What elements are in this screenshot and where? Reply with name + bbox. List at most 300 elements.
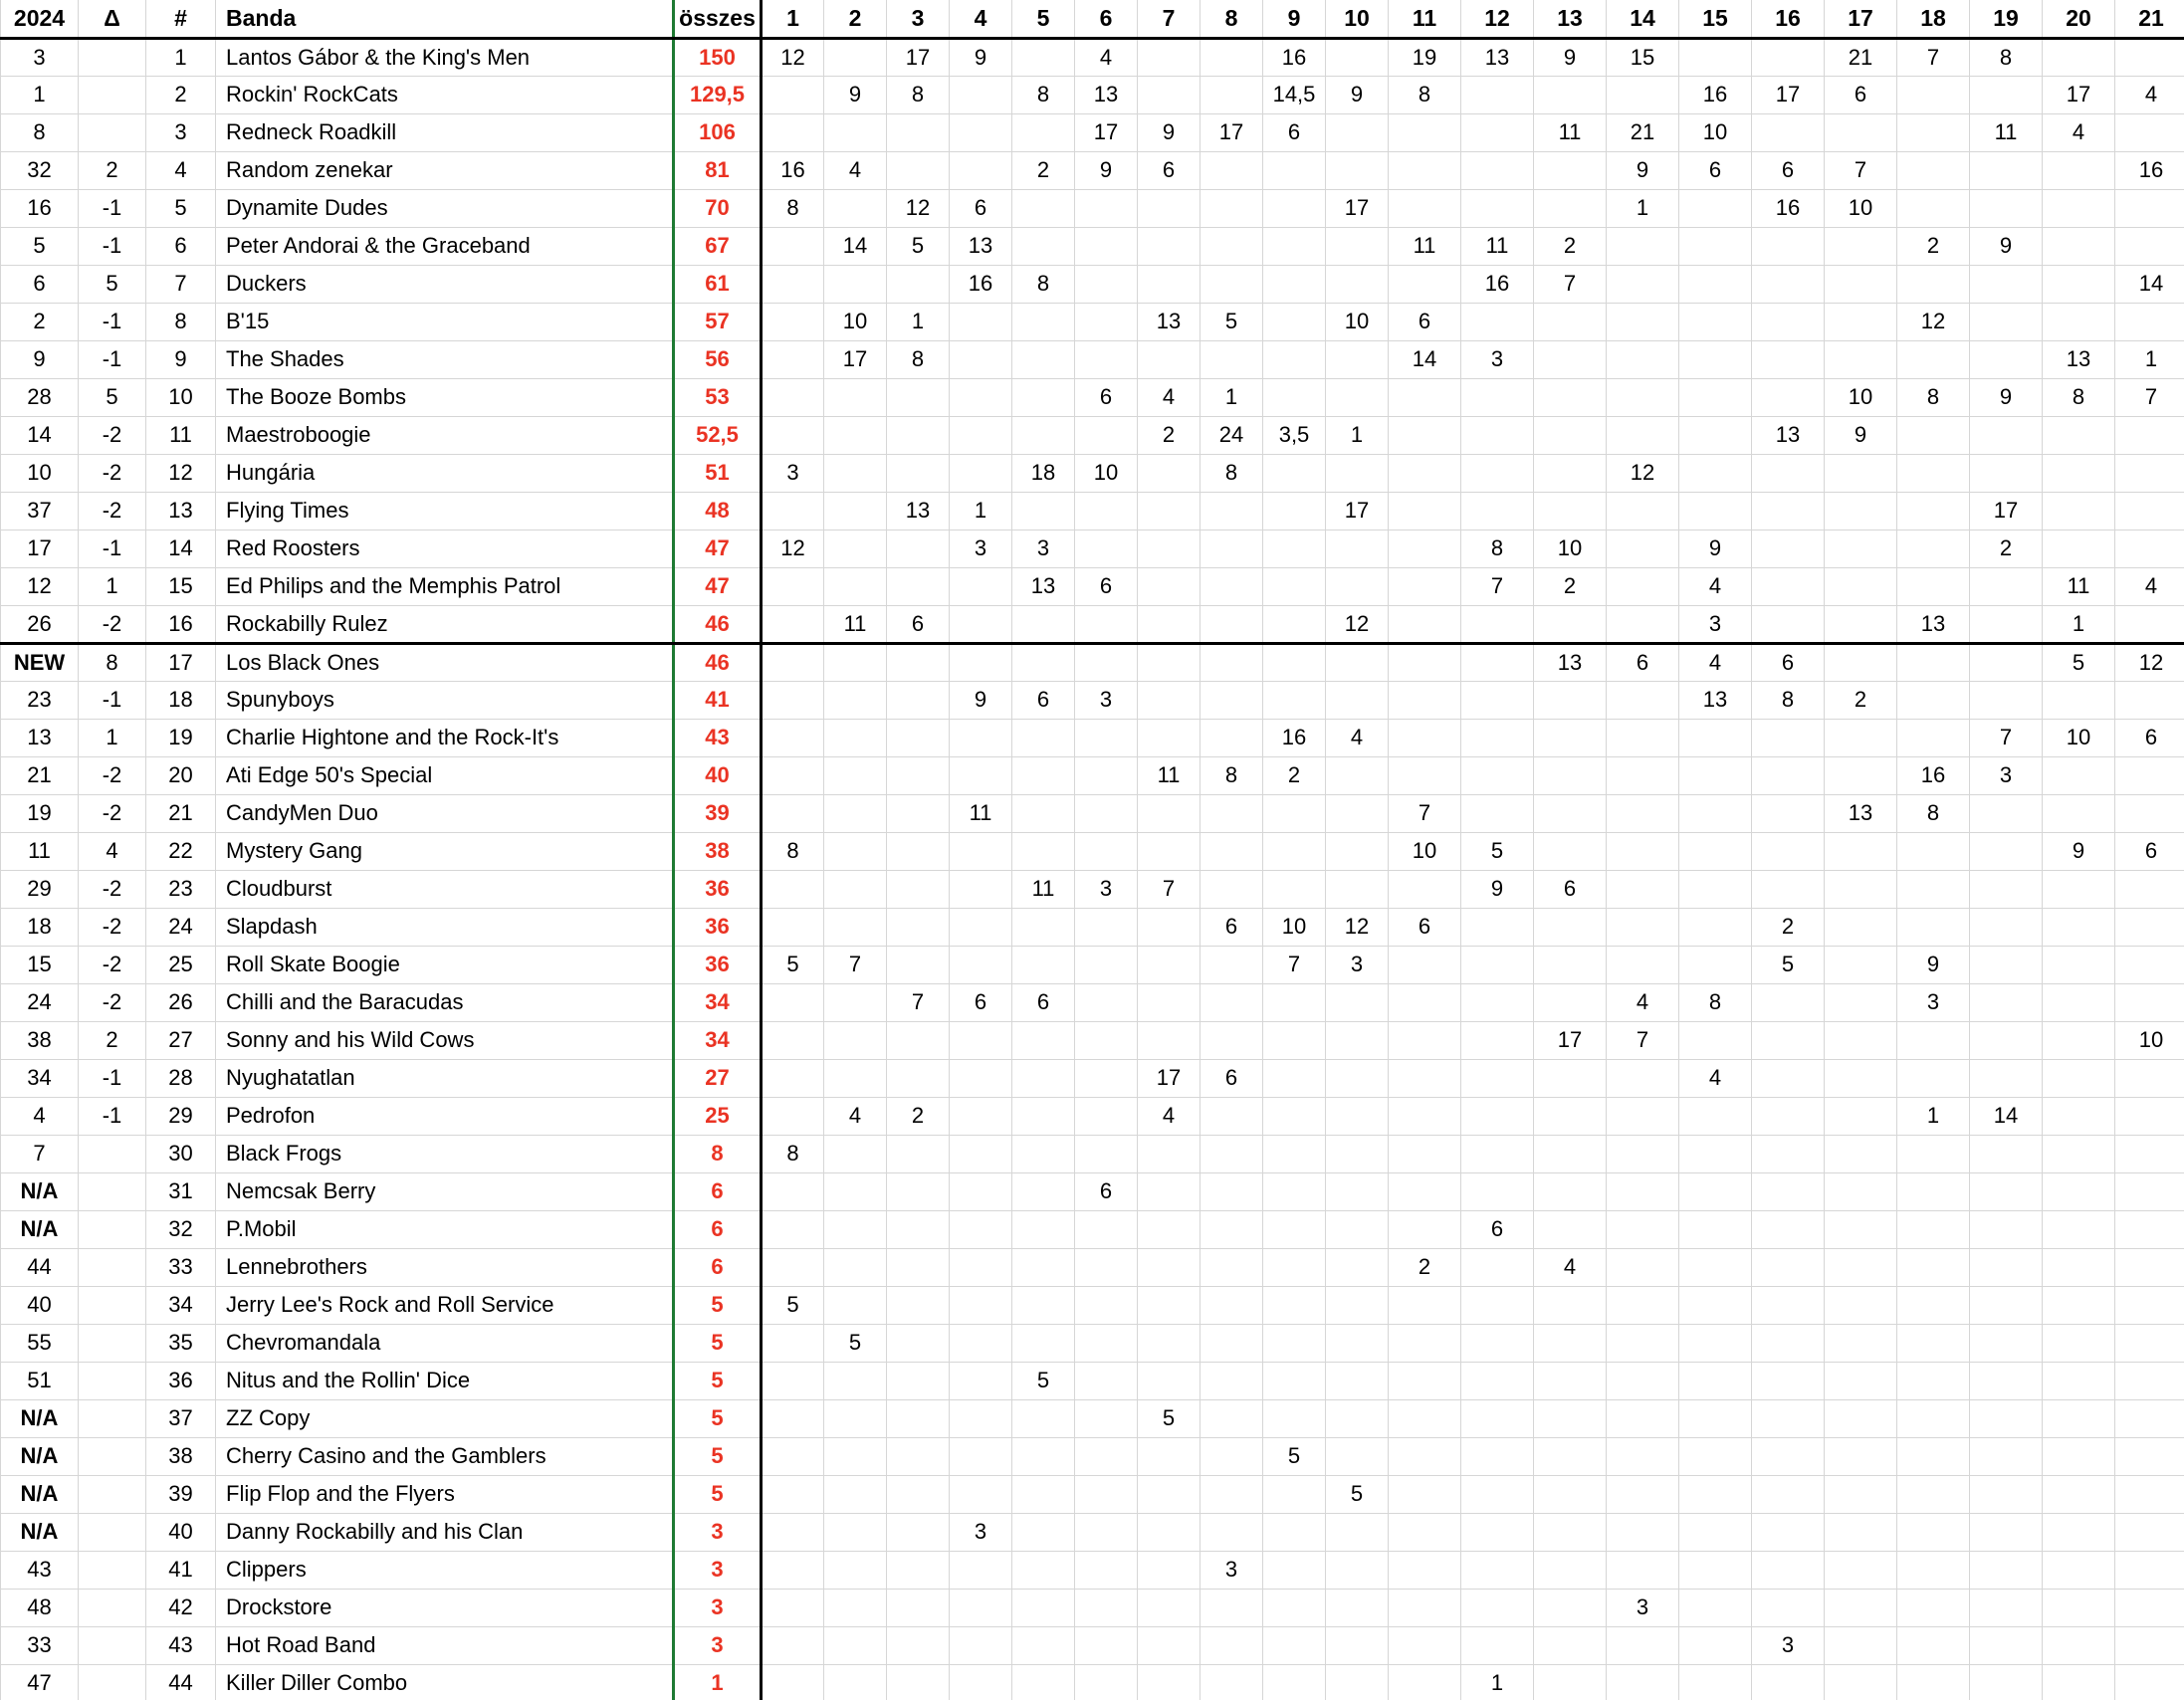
delta-cell[interactable]	[79, 1172, 146, 1210]
score-cell[interactable]	[1138, 265, 1201, 303]
prev-year-cell[interactable]: 19	[1, 794, 79, 832]
total-cell[interactable]: 1	[674, 1664, 762, 1700]
band-name-cell[interactable]: P.Mobil	[216, 1210, 674, 1248]
score-cell[interactable]	[762, 265, 824, 303]
score-cell[interactable]	[824, 643, 887, 681]
score-cell[interactable]	[1012, 1551, 1075, 1589]
score-cell[interactable]: 6	[1075, 378, 1138, 416]
delta-cell[interactable]	[79, 113, 146, 151]
column-header-round-12[interactable]: 12	[1461, 0, 1534, 38]
score-cell[interactable]	[1138, 1664, 1201, 1700]
score-cell[interactable]	[1012, 1324, 1075, 1362]
score-cell[interactable]: 9	[1461, 870, 1534, 908]
score-cell[interactable]	[1752, 227, 1825, 265]
prev-year-cell[interactable]: 37	[1, 492, 79, 530]
score-cell[interactable]: 8	[1752, 681, 1825, 719]
score-cell[interactable]	[1534, 605, 1607, 643]
score-cell[interactable]	[2115, 946, 2184, 983]
delta-cell[interactable]	[79, 1664, 146, 1700]
score-cell[interactable]	[950, 454, 1012, 492]
band-name-cell[interactable]: Danny Rockabilly and his Clan	[216, 1513, 674, 1551]
score-cell[interactable]	[1679, 1324, 1752, 1362]
column-header-round-17[interactable]: 17	[1825, 0, 1897, 38]
prev-year-cell[interactable]: 24	[1, 983, 79, 1021]
score-cell[interactable]	[1752, 719, 1825, 756]
score-cell[interactable]	[2043, 1362, 2115, 1399]
score-cell[interactable]	[1607, 1097, 1679, 1135]
prev-year-cell[interactable]: 8	[1, 113, 79, 151]
delta-cell[interactable]	[79, 1135, 146, 1172]
score-cell[interactable]	[1607, 719, 1679, 756]
score-cell[interactable]: 4	[1075, 38, 1138, 76]
prev-year-cell[interactable]: 33	[1, 1626, 79, 1664]
score-cell[interactable]	[887, 530, 950, 567]
score-cell[interactable]	[887, 1059, 950, 1097]
score-cell[interactable]	[2043, 416, 2115, 454]
score-cell[interactable]	[1263, 1021, 1326, 1059]
score-cell[interactable]	[2115, 1399, 2184, 1437]
score-cell[interactable]: 5	[2043, 643, 2115, 681]
column-header-total[interactable]: összes	[674, 0, 762, 38]
score-cell[interactable]	[1075, 1513, 1138, 1551]
score-cell[interactable]	[1607, 1513, 1679, 1551]
delta-cell[interactable]	[79, 1399, 146, 1437]
score-cell[interactable]	[2115, 1059, 2184, 1097]
score-cell[interactable]	[762, 605, 824, 643]
score-cell[interactable]	[1461, 1021, 1534, 1059]
score-cell[interactable]	[1825, 1589, 1897, 1626]
score-cell[interactable]	[950, 870, 1012, 908]
prev-year-cell[interactable]: 32	[1, 151, 79, 189]
score-cell[interactable]: 6	[950, 983, 1012, 1021]
score-cell[interactable]	[1970, 340, 2043, 378]
score-cell[interactable]	[2115, 1172, 2184, 1210]
prev-year-cell[interactable]: N/A	[1, 1172, 79, 1210]
score-cell[interactable]	[1075, 416, 1138, 454]
score-cell[interactable]	[1263, 189, 1326, 227]
band-name-cell[interactable]: Flying Times	[216, 492, 674, 530]
score-cell[interactable]	[1897, 76, 1970, 113]
score-cell[interactable]	[1752, 1513, 1825, 1551]
score-cell[interactable]	[824, 756, 887, 794]
score-cell[interactable]: 1	[1461, 1664, 1534, 1700]
score-cell[interactable]	[1138, 719, 1201, 756]
score-cell[interactable]	[950, 1437, 1012, 1475]
score-cell[interactable]	[1607, 681, 1679, 719]
score-cell[interactable]	[1752, 1248, 1825, 1286]
score-cell[interactable]: 6	[1607, 643, 1679, 681]
score-cell[interactable]	[1075, 908, 1138, 946]
prev-year-cell[interactable]: 10	[1, 454, 79, 492]
score-cell[interactable]: 11	[1012, 870, 1075, 908]
score-cell[interactable]	[824, 1172, 887, 1210]
score-cell[interactable]	[1897, 1286, 1970, 1324]
score-cell[interactable]	[1263, 340, 1326, 378]
score-cell[interactable]	[887, 1172, 950, 1210]
score-cell[interactable]	[1201, 1362, 1263, 1399]
band-name-cell[interactable]: B'15	[216, 303, 674, 340]
score-cell[interactable]: 21	[1825, 38, 1897, 76]
band-name-cell[interactable]: Cloudburst	[216, 870, 674, 908]
band-name-cell[interactable]: Lantos Gábor & the King's Men	[216, 38, 674, 76]
score-cell[interactable]: 1	[887, 303, 950, 340]
score-cell[interactable]	[1679, 756, 1752, 794]
rank-cell[interactable]: 32	[146, 1210, 216, 1248]
score-cell[interactable]	[762, 1097, 824, 1135]
prev-year-cell[interactable]: 43	[1, 1551, 79, 1589]
score-cell[interactable]	[1201, 151, 1263, 189]
total-cell[interactable]: 39	[674, 794, 762, 832]
score-cell[interactable]	[1534, 1626, 1607, 1664]
score-cell[interactable]	[1897, 1172, 1970, 1210]
score-cell[interactable]	[1679, 1513, 1752, 1551]
score-cell[interactable]	[1679, 1172, 1752, 1210]
score-cell[interactable]	[1389, 113, 1461, 151]
prev-year-cell[interactable]: 15	[1, 946, 79, 983]
score-cell[interactable]: 4	[1326, 719, 1389, 756]
score-cell[interactable]	[1012, 794, 1075, 832]
total-cell[interactable]: 36	[674, 908, 762, 946]
score-cell[interactable]: 13	[1534, 643, 1607, 681]
score-cell[interactable]	[1012, 946, 1075, 983]
prev-year-cell[interactable]: NEW	[1, 643, 79, 681]
score-cell[interactable]	[2115, 908, 2184, 946]
score-cell[interactable]	[950, 1248, 1012, 1286]
score-cell[interactable]	[1897, 1664, 1970, 1700]
score-cell[interactable]	[1389, 1021, 1461, 1059]
score-cell[interactable]	[762, 1437, 824, 1475]
score-cell[interactable]: 15	[1607, 38, 1679, 76]
score-cell[interactable]	[1752, 378, 1825, 416]
score-cell[interactable]	[1461, 113, 1534, 151]
score-cell[interactable]	[1752, 492, 1825, 530]
column-header-round-20[interactable]: 20	[2043, 0, 2115, 38]
score-cell[interactable]	[1138, 227, 1201, 265]
score-cell[interactable]	[1075, 1362, 1138, 1399]
score-cell[interactable]	[1461, 303, 1534, 340]
score-cell[interactable]	[762, 1362, 824, 1399]
score-cell[interactable]	[1461, 76, 1534, 113]
score-cell[interactable]	[1461, 1626, 1534, 1664]
score-cell[interactable]: 7	[1138, 870, 1201, 908]
score-cell[interactable]: 2	[1263, 756, 1326, 794]
score-cell[interactable]: 1	[950, 492, 1012, 530]
score-cell[interactable]	[1607, 756, 1679, 794]
rank-cell[interactable]: 7	[146, 265, 216, 303]
score-cell[interactable]: 8	[1970, 38, 2043, 76]
score-cell[interactable]	[887, 756, 950, 794]
score-cell[interactable]: 7	[2115, 378, 2184, 416]
rank-cell[interactable]: 33	[146, 1248, 216, 1286]
score-cell[interactable]	[887, 378, 950, 416]
score-cell[interactable]	[2115, 794, 2184, 832]
rank-cell[interactable]: 26	[146, 983, 216, 1021]
score-cell[interactable]	[762, 1210, 824, 1248]
score-cell[interactable]	[1825, 1021, 1897, 1059]
score-cell[interactable]	[1825, 1437, 1897, 1475]
delta-cell[interactable]	[79, 1513, 146, 1551]
score-cell[interactable]	[887, 870, 950, 908]
delta-cell[interactable]	[79, 1286, 146, 1324]
score-cell[interactable]	[824, 1135, 887, 1172]
total-cell[interactable]: 47	[674, 530, 762, 567]
score-cell[interactable]	[1897, 567, 1970, 605]
score-cell[interactable]	[2043, 1172, 2115, 1210]
prev-year-cell[interactable]: 18	[1, 908, 79, 946]
score-cell[interactable]	[1138, 946, 1201, 983]
score-cell[interactable]	[1970, 265, 2043, 303]
score-cell[interactable]	[1138, 832, 1201, 870]
score-cell[interactable]	[1263, 832, 1326, 870]
band-name-cell[interactable]: Duckers	[216, 265, 674, 303]
score-cell[interactable]	[1138, 681, 1201, 719]
score-cell[interactable]: 1	[1607, 189, 1679, 227]
score-cell[interactable]	[1897, 1362, 1970, 1399]
score-cell[interactable]	[1326, 1324, 1389, 1362]
score-cell[interactable]	[1607, 265, 1679, 303]
score-cell[interactable]	[1263, 303, 1326, 340]
score-cell[interactable]	[1138, 605, 1201, 643]
score-cell[interactable]	[1138, 643, 1201, 681]
score-cell[interactable]	[1461, 454, 1534, 492]
score-cell[interactable]	[1201, 1172, 1263, 1210]
score-cell[interactable]	[1970, 643, 2043, 681]
rank-cell[interactable]: 9	[146, 340, 216, 378]
score-cell[interactable]	[1825, 1626, 1897, 1664]
total-cell[interactable]: 36	[674, 870, 762, 908]
score-cell[interactable]	[950, 1210, 1012, 1248]
score-cell[interactable]: 7	[1970, 719, 2043, 756]
column-header-round-14[interactable]: 14	[1607, 0, 1679, 38]
score-cell[interactable]	[950, 1626, 1012, 1664]
column-header-round-7[interactable]: 7	[1138, 0, 1201, 38]
score-cell[interactable]: 8	[887, 76, 950, 113]
score-cell[interactable]	[1970, 1664, 2043, 1700]
total-cell[interactable]: 34	[674, 983, 762, 1021]
delta-cell[interactable]: -1	[79, 681, 146, 719]
score-cell[interactable]	[1461, 378, 1534, 416]
score-cell[interactable]	[1461, 794, 1534, 832]
score-cell[interactable]	[1012, 1437, 1075, 1475]
score-cell[interactable]: 7	[1825, 151, 1897, 189]
score-cell[interactable]	[887, 1248, 950, 1286]
score-cell[interactable]: 6	[950, 189, 1012, 227]
score-cell[interactable]	[1679, 416, 1752, 454]
score-cell[interactable]	[950, 567, 1012, 605]
score-cell[interactable]	[1970, 605, 2043, 643]
score-cell[interactable]	[1679, 1475, 1752, 1513]
score-cell[interactable]	[1201, 1021, 1263, 1059]
score-cell[interactable]	[2043, 756, 2115, 794]
score-cell[interactable]: 8	[1201, 454, 1263, 492]
score-cell[interactable]	[1825, 113, 1897, 151]
score-cell[interactable]: 6	[1825, 76, 1897, 113]
prev-year-cell[interactable]: 13	[1, 719, 79, 756]
score-cell[interactable]	[1461, 681, 1534, 719]
delta-cell[interactable]: -1	[79, 227, 146, 265]
score-cell[interactable]	[762, 1248, 824, 1286]
score-cell[interactable]: 7	[1607, 1021, 1679, 1059]
column-header-round-1[interactable]: 1	[762, 0, 824, 38]
score-cell[interactable]	[2043, 1551, 2115, 1589]
score-cell[interactable]	[1897, 1021, 1970, 1059]
score-cell[interactable]	[1461, 719, 1534, 756]
score-cell[interactable]	[1326, 1021, 1389, 1059]
score-cell[interactable]	[1201, 1664, 1263, 1700]
band-name-cell[interactable]: Chilli and the Baracudas	[216, 983, 674, 1021]
delta-cell[interactable]: -2	[79, 454, 146, 492]
score-cell[interactable]	[1138, 1210, 1201, 1248]
score-cell[interactable]	[1679, 1664, 1752, 1700]
score-cell[interactable]	[1263, 1135, 1326, 1172]
score-cell[interactable]	[1825, 454, 1897, 492]
score-cell[interactable]	[1752, 794, 1825, 832]
score-cell[interactable]	[887, 1626, 950, 1664]
score-cell[interactable]: 6	[1012, 983, 1075, 1021]
score-cell[interactable]	[1607, 1324, 1679, 1362]
delta-cell[interactable]	[79, 76, 146, 113]
score-cell[interactable]	[1461, 1286, 1534, 1324]
score-cell[interactable]: 7	[824, 946, 887, 983]
score-cell[interactable]	[1534, 983, 1607, 1021]
prev-year-cell[interactable]: 38	[1, 1021, 79, 1059]
score-cell[interactable]	[1012, 416, 1075, 454]
delta-cell[interactable]: 2	[79, 151, 146, 189]
score-cell[interactable]	[1326, 340, 1389, 378]
delta-cell[interactable]: -1	[79, 189, 146, 227]
score-cell[interactable]	[887, 832, 950, 870]
band-name-cell[interactable]: Los Black Ones	[216, 643, 674, 681]
score-cell[interactable]	[1825, 1399, 1897, 1437]
score-cell[interactable]	[762, 416, 824, 454]
prev-year-cell[interactable]: N/A	[1, 1399, 79, 1437]
prev-year-cell[interactable]: 3	[1, 38, 79, 76]
score-cell[interactable]	[887, 113, 950, 151]
prev-year-cell[interactable]: 44	[1, 1248, 79, 1286]
score-cell[interactable]	[1389, 1286, 1461, 1324]
score-cell[interactable]: 3	[1201, 1551, 1263, 1589]
score-cell[interactable]	[762, 76, 824, 113]
score-cell[interactable]: 9	[1607, 151, 1679, 189]
score-cell[interactable]	[2115, 1437, 2184, 1475]
score-cell[interactable]	[1138, 76, 1201, 113]
score-cell[interactable]	[2115, 303, 2184, 340]
score-cell[interactable]: 4	[1607, 983, 1679, 1021]
score-cell[interactable]	[1263, 1362, 1326, 1399]
score-cell[interactable]	[1263, 1626, 1326, 1664]
score-cell[interactable]	[950, 1551, 1012, 1589]
score-cell[interactable]	[1263, 1286, 1326, 1324]
score-cell[interactable]	[1263, 1399, 1326, 1437]
score-cell[interactable]: 4	[2043, 113, 2115, 151]
prev-year-cell[interactable]: 48	[1, 1589, 79, 1626]
score-cell[interactable]	[887, 1021, 950, 1059]
score-cell[interactable]: 16	[1752, 189, 1825, 227]
score-cell[interactable]	[1461, 643, 1534, 681]
rank-cell[interactable]: 20	[146, 756, 216, 794]
score-cell[interactable]: 9	[950, 681, 1012, 719]
score-cell[interactable]	[1534, 719, 1607, 756]
score-cell[interactable]	[1970, 189, 2043, 227]
score-cell[interactable]	[1012, 1475, 1075, 1513]
score-cell[interactable]	[1138, 38, 1201, 76]
score-cell[interactable]	[887, 416, 950, 454]
total-cell[interactable]: 56	[674, 340, 762, 378]
score-cell[interactable]: 12	[1326, 908, 1389, 946]
score-cell[interactable]	[1389, 643, 1461, 681]
score-cell[interactable]: 9	[2043, 832, 2115, 870]
score-cell[interactable]	[1534, 1589, 1607, 1626]
score-cell[interactable]	[950, 1172, 1012, 1210]
band-name-cell[interactable]: Hot Road Band	[216, 1626, 674, 1664]
score-cell[interactable]	[1326, 1626, 1389, 1664]
score-cell[interactable]	[1201, 1210, 1263, 1248]
column-header-round-3[interactable]: 3	[887, 0, 950, 38]
delta-cell[interactable]: -2	[79, 983, 146, 1021]
prev-year-cell[interactable]: 28	[1, 378, 79, 416]
score-cell[interactable]	[2115, 416, 2184, 454]
score-cell[interactable]: 8	[1012, 76, 1075, 113]
score-cell[interactable]	[1201, 340, 1263, 378]
score-cell[interactable]	[1752, 265, 1825, 303]
score-cell[interactable]: 14	[2115, 265, 2184, 303]
score-cell[interactable]	[1970, 1286, 2043, 1324]
score-cell[interactable]	[1263, 1324, 1326, 1362]
score-cell[interactable]	[1679, 908, 1752, 946]
score-cell[interactable]	[824, 454, 887, 492]
prev-year-cell[interactable]: 29	[1, 870, 79, 908]
score-cell[interactable]	[1389, 1475, 1461, 1513]
score-cell[interactable]	[1389, 151, 1461, 189]
score-cell[interactable]	[1825, 530, 1897, 567]
score-cell[interactable]	[1752, 1210, 1825, 1248]
score-cell[interactable]	[762, 340, 824, 378]
score-cell[interactable]: 10	[1679, 113, 1752, 151]
score-cell[interactable]	[1201, 1513, 1263, 1551]
score-cell[interactable]	[824, 1475, 887, 1513]
score-cell[interactable]	[1389, 1551, 1461, 1589]
score-cell[interactable]	[2115, 1362, 2184, 1399]
score-cell[interactable]	[1534, 1399, 1607, 1437]
score-cell[interactable]: 3	[1679, 605, 1752, 643]
score-cell[interactable]: 8	[887, 340, 950, 378]
score-cell[interactable]	[1534, 378, 1607, 416]
score-cell[interactable]	[824, 1626, 887, 1664]
score-cell[interactable]: 11	[2043, 567, 2115, 605]
delta-cell[interactable]: -1	[79, 303, 146, 340]
score-cell[interactable]	[824, 681, 887, 719]
score-cell[interactable]	[1263, 1664, 1326, 1700]
score-cell[interactable]: 17	[2043, 76, 2115, 113]
score-cell[interactable]	[1201, 1626, 1263, 1664]
score-cell[interactable]	[1012, 719, 1075, 756]
rank-cell[interactable]: 42	[146, 1589, 216, 1626]
score-cell[interactable]	[1607, 605, 1679, 643]
rank-cell[interactable]: 12	[146, 454, 216, 492]
delta-cell[interactable]	[79, 1362, 146, 1399]
score-cell[interactable]	[1326, 1172, 1389, 1210]
rank-cell[interactable]: 23	[146, 870, 216, 908]
prev-year-cell[interactable]: 55	[1, 1324, 79, 1362]
score-cell[interactable]	[950, 719, 1012, 756]
score-cell[interactable]	[1897, 1059, 1970, 1097]
score-cell[interactable]	[1201, 1286, 1263, 1324]
score-cell[interactable]	[1012, 908, 1075, 946]
score-cell[interactable]	[1012, 1210, 1075, 1248]
score-cell[interactable]	[1201, 567, 1263, 605]
score-cell[interactable]: 13	[1752, 416, 1825, 454]
total-cell[interactable]: 67	[674, 227, 762, 265]
